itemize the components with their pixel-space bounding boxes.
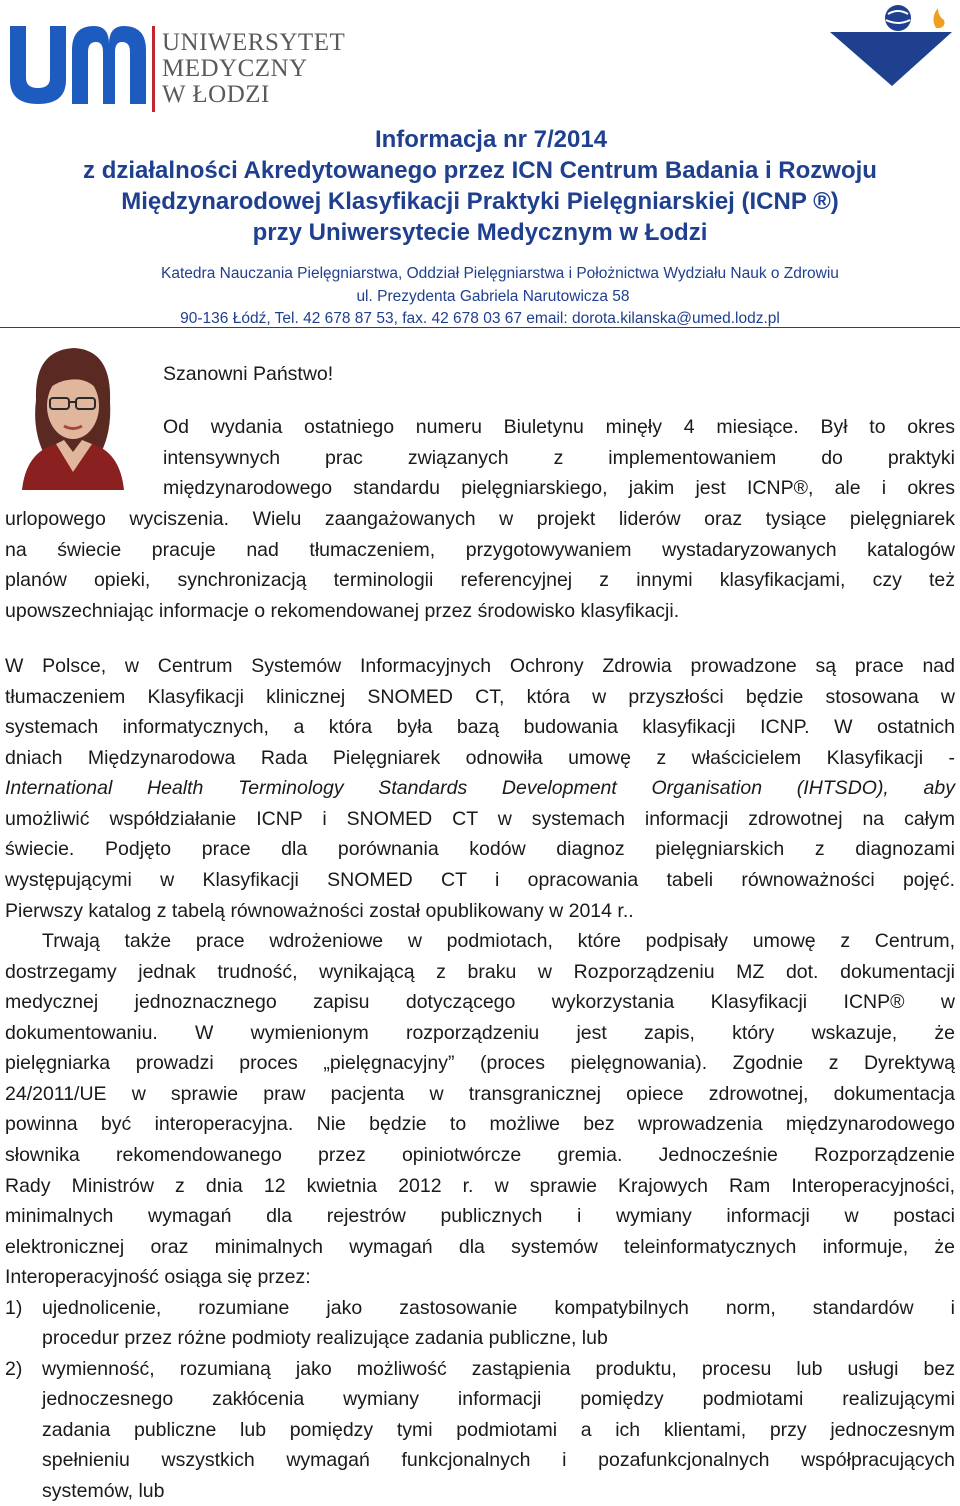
text-line: słownika rekomendowanego przez opiniotwórcze gremia. Jednocześnie Rozporządzenie	[5, 1144, 955, 1166]
dept-line: Katedra Nauczania Pielęgniarstwa, Oddział Pielęgniarstwa i Położnictwa Wydziału Nauk o Zdrowiu	[161, 265, 839, 282]
text-line: systemach informatycznych, a która była bazą budowania klasyfikacji ICNP. W ostatnich	[5, 716, 955, 738]
chalice-flame-icon	[830, 2, 952, 86]
text-line: 24/2011/UE w sprawie praw pacjenta w transgranicznej opiece zdrowotnej, dokumentacja	[5, 1083, 955, 1105]
title-line: z działalności Akredytowanego przez ICN Centrum Badania i Rozwoju	[83, 157, 877, 184]
department-info	[0, 263, 960, 331]
text-line: powinna być interoperacyjna. Nie będzie to możliwe bez wprowadzenia międzynarodowego	[5, 1113, 955, 1135]
text-line: Trwają także prace wdrożeniowe w podmiotach, które podpisały umowę z Centrum,	[42, 930, 955, 952]
list-item-line: spełnieniu wszystkich wymagań funkcjonalnych i pozafunkcjonalnych współpracujących	[42, 1449, 955, 1471]
logo-line: W ŁODZI	[162, 81, 270, 108]
list-item-line: zadania publiczne lub pomiędzy tymi podmiotami a ich klientami, przy jednoczesnym	[42, 1419, 955, 1441]
text-line: dokumentowaniu. W wymienionym rozporządzeniu jest zapis, który wskazuje, że	[5, 1022, 955, 1044]
text-line: Interoperacyjność osiąga się przez:	[5, 1266, 311, 1288]
text-line: intensywnych prac związanych z implementowaniem do praktyki	[163, 447, 955, 469]
title-line: Międzynarodowej Klasyfikacji Praktyki Pielęgniarskiej (ICNP ®)	[121, 188, 839, 215]
text-line: występującymi w Klasyfikacji SNOMED CT i opracowania tabeli równoważności pojęć.	[5, 869, 955, 891]
list-item-line: systemów, lub	[42, 1480, 165, 1502]
text-line: pielęgniarka prowadzi proces „pielęgnacyjny” (proces pielęgnowania). Zgodnie z Dyrektywą	[5, 1052, 955, 1074]
list-item-line: procedur przez różne podmioty realizujące zadania publiczne, lub	[42, 1327, 608, 1349]
text-line: planów opieki, synchronizacją terminologii referencyjnej z innymi klasyfikacjami, czy też	[5, 569, 955, 591]
list-item-line: ujednolicenie, rozumiane jako zastosowanie kompatybilnych norm, standardów i	[42, 1297, 955, 1319]
text-line: minimalnych wymagań dla rejestrów publicznych i wymiany informacji w postaci	[5, 1205, 955, 1227]
address-line: ul. Prezydenta Gabriela Narutowicza 58	[356, 287, 630, 305]
text-line: świecie. Podjęto prace dla porównania kodów diagnoz pielęgniarskich z diagnozami	[5, 838, 955, 860]
greeting: Szanowni Państwo!	[163, 363, 334, 385]
text-line: upowszechniając informacje o rekomendowanej przez środowisko klasyfikacji.	[5, 600, 680, 622]
text-line: dostrzegamy jednak trudność, wynikającą z braku w Rozporządzeniu MZ dot. dokumentacji	[5, 961, 955, 983]
author-photo	[16, 340, 128, 490]
text-line: tłumaczeniem Klasyfikacji klinicznej SNOMED CT, która w przyszłości będzie stosowana w	[5, 686, 955, 708]
title-line: Informacja nr 7/2014	[374, 126, 608, 153]
um-logo-mark	[10, 26, 146, 104]
document-title	[0, 124, 960, 248]
text-line: umożliwić współdziałanie ICNP i SNOMED CT w systemach informacji zdrowotnej na całym	[5, 808, 955, 830]
list-item-line: wymienność, rozumianą jako możliwość zastąpienia produktu, procesu lub usługi bez	[42, 1358, 955, 1380]
logo-line: MEDYCZNY	[162, 55, 308, 82]
text-line: International Health Terminology Standards Development Organisation (IHTSDO), aby	[5, 777, 955, 799]
logo-line: UNIWERSYTET	[162, 29, 346, 56]
title-line: przy Uniwersytecie Medycznym w Łodzi	[252, 219, 708, 246]
contact-line: 90-136 Łódź, Tel. 42 678 87 53, fax. 42 678 03 67 email: dorota.kilanska@umed.lodz.pl	[180, 310, 780, 327]
header-divider	[0, 327, 960, 328]
text-line: Pierwszy katalog z tabelą równoważności został opublikowany w 2014 r..	[5, 900, 634, 922]
text-line: W Polsce, w Centrum Systemów Informacyjnych Ochrony Zdrowia prowadzone są prace nad	[5, 655, 955, 677]
list-number: 2)	[5, 1358, 23, 1380]
text-line: na świecie pracuje nad tłumaczeniem, przygotowywaniem wystadaryzowanych katalogów	[5, 539, 955, 561]
text-line: Rady Ministrów z dnia 12 kwietnia 2012 r. w sprawie Krajowych Ram Interoperacyjności,	[5, 1175, 955, 1197]
list-item-line: jednoczesnego zakłócenia wymiany informacji pomiędzy podmiotami realizującymi	[42, 1388, 955, 1410]
text-line: medycznej jednoznacznego zapisu dotyczącego wykorzystania Klasyfikacji ICNP® w	[5, 991, 955, 1013]
text-line: urlopowego wyciszenia. Wielu zaangażowanych w projekt liderów oraz tysiące pielęgniarek	[5, 508, 955, 530]
logo-divider	[152, 26, 155, 112]
text-line: Od wydania ostatniego numeru Biuletynu minęły 4 miesiące. Był to okres	[163, 416, 955, 438]
text-line: dniach Międzynarodowa Rada Pielęgniarek odnowiła umowę z właścicielem Klasyfikacji -	[5, 747, 955, 769]
text-line: elektronicznej oraz minimalnych wymagań dla systemów teleinformatycznych informuje, że	[5, 1236, 955, 1258]
text-line: międzynarodowego standardu pielęgniarskiego, jakim jest ICNP®, ale i okres	[163, 477, 955, 499]
logo-wordmark	[162, 30, 345, 108]
university-logo	[10, 26, 346, 116]
list-number: 1)	[5, 1297, 23, 1319]
